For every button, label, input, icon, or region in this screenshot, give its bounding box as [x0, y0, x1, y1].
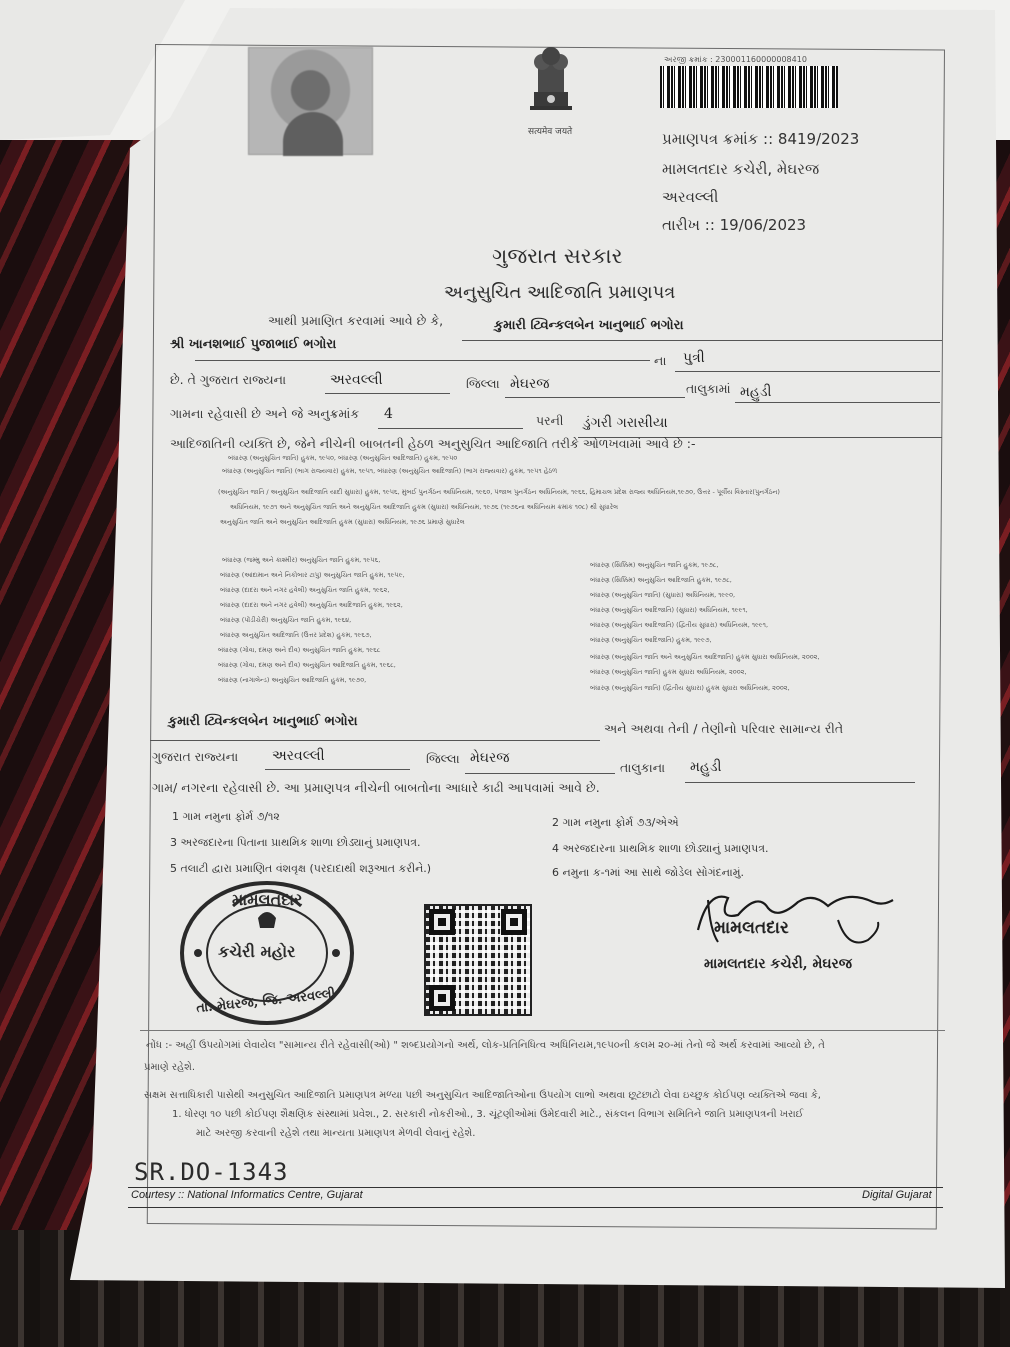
footer-divider	[128, 1207, 943, 1208]
divider	[140, 1030, 945, 1031]
footer-brand: Digital Gujarat	[862, 1189, 932, 1201]
order-right: બંધારણ (સિક્કિમ) અનુસુચિત જાતિ હુકમ, ૧૯૭૮,	[590, 561, 719, 569]
village-fill: મહુડી	[740, 384, 772, 400]
underline	[150, 740, 600, 741]
government-title: ગુજરાત સરકાર	[492, 244, 623, 268]
seal-ring-top: મામલતદાર	[232, 890, 303, 909]
evidence-item: 6 નમુના ક-૧માં આ સાથે જોડેલ સોગંદનામું.	[552, 866, 744, 879]
evidence-item: 2 ગામ નમુના ફોર્મ ૭૩/એએ	[552, 816, 679, 829]
order-line: અનુસુચિત જાતિ અને અનુસુચિત આદિજાતિ હુકમ (સુધારા) અધિનિયમ, ૧૯૭૬ પ્રમાણે સુધારેલ	[220, 518, 465, 526]
district-name: અરવલ્લી	[662, 188, 719, 206]
order-line: બંધારણ (અનુસુચિત જાતિ) હુકમ, ૧૯૫૦, બંધારણ (અનુસુચિત આદિજાતિ) હુકમ, ૧૯૫૦	[228, 454, 458, 462]
note-usage-end: માટે અરજી કરવાની રહેશે તથા માન્યતા પ્રમાણપત્ર મેળવી લેવાનું રહેશે.	[196, 1128, 476, 1139]
seal-ring-bottom: તા. મેઘરજ, જિ. અરવલ્લી	[195, 986, 337, 1017]
evidence-item: 3 અરજદારના પિતાના પ્રાથમિક શાળા છોડ્યાનું પ્રમાણપત્ર.	[170, 836, 421, 849]
certify-text: આથી પ્રમાણિત કરવામાં આવે છે કે,	[268, 313, 444, 328]
taluka-text: તાલુકામાં	[686, 381, 731, 396]
taluka-fill: મેઘરજ	[510, 376, 550, 392]
issuing-office: મામલતદાર કચેરી, મેઘરજ	[662, 160, 820, 178]
order-left: બંધારણ (પોંડીચેરી) અનુસુચિત જાતિ હુકમ, ૧૯૬૪,	[220, 616, 352, 624]
relation: પુત્રી	[683, 350, 705, 366]
evidence-item: 5 તલાટી દ્વારા પ્રમાણિત વંશવૃક્ષ (પરદાદાથી શરૂઆત કરીને.)	[170, 862, 432, 875]
footer-divider	[128, 1187, 943, 1188]
order-line: બંધારણ (અનુસુચિત જાતિ) (ભાગ રાજ્યવાર) હુકમ, ૧૯૫૧, બંધારણ (અનુસુચિત આદિજાતિ) (ભાગ રાજ્યવાર) હુકમ, ૧૯૫૧ હેઠળ	[222, 467, 558, 475]
underline	[378, 428, 523, 429]
father-name: શ્રી ખાનશભાઈ પુજાભાઈ ભગોરા	[170, 337, 337, 352]
order-right: બંધારણ (અનુસુચિત આદિજાતિ) (દ્વિતીય સુધારા) અધિનિયમ, ૧૯૯૧,	[590, 621, 769, 629]
family-text: અને અથવા તેની / તેણીનો પરિવાર સામાન્ય રીતે	[604, 721, 844, 736]
of-text: ના	[654, 353, 667, 368]
note-residence-cont: પ્રમાણે રહેશે.	[144, 1062, 196, 1073]
order-left: બંધારણ (આંદામાન અને નિકોબાર ટાપુ) અનુસુચિત જાતિ હુકમ, ૧૯૫૯,	[220, 571, 405, 579]
seal-center: કચેરી મહોર	[218, 942, 296, 961]
note-usage: સક્ષમ સત્તાધિકારી પાસેથી અનુસુચિત આદિજાતિ પ્રમાણપત્ર મળ્યા પછી અનુસુચિત આદિજાતિઓના ઉપયોગ લાભો અથવા છૂટછાટો લેવા ઇચ્છુક કોઈપણ વ્યક્તિએ જવા કે,	[144, 1090, 821, 1101]
state-text: છે. તે ગુજરાત રાજ્યના	[170, 372, 287, 387]
taluka-text-2: તાલુકાના	[620, 760, 666, 775]
district-text-2: જિલ્લા	[426, 751, 460, 766]
applicant-name: કુમારી ટ્વિન્કલબેન ખાનુભાઈ ભગોરા	[494, 318, 684, 333]
order-right: બંધારણ (સિક્કિમ) અનુસુચિત આદિજાતિ હુકમ, ૧૯૭૮,	[590, 576, 732, 584]
underline	[265, 769, 410, 770]
order-left: બંધારણ (દાદરા અને નગર હવેલી) અનુસુચિત જાતિ હુકમ, ૧૯૬૨,	[220, 586, 390, 594]
district-fill: અરવલ્લી	[330, 372, 383, 388]
underline	[685, 782, 915, 783]
taluka-fill-2: મેઘરજ	[470, 750, 510, 766]
applicant-photo	[248, 47, 373, 155]
underline	[505, 397, 685, 398]
national-emblem-icon	[520, 38, 582, 116]
order-right: બંધારણ (અનુસુચિત જાતિ અને અનુસુચિત આદિજાતિ) હુકમ સુધારા અધિનિયમ, ૨૦૦૨,	[590, 653, 820, 661]
note-residence: નોંધ :- અહીં ઉપયોગમાં લેવાયેલ "સામાન્ય રીતે રહેવાસી(ઓ) " શબ્દપ્રયોગનો અર્થ, લોક-પ્રતિનિધિત્વ અધિનિયમ,૧૯૫૦ની કલમ ૨૦-માં તેનો જે અર્થ કરવામાં આવ્યો છે, તે	[146, 1040, 825, 1051]
evidence-item: 4 અરજદારના પ્રાથમિક શાળા છોડ્યાનું પ્રમાણપત્ર.	[552, 842, 769, 855]
underline	[462, 340, 942, 341]
note-usage-list: 1. ધોરણ ૧૦ પછી કોઈપણ શૈક્ષણિક સંસ્થામાં પ્રવેશ., 2. સરકારી નોકરીઓ., 3. ચૂંટણીઓમાં ઉમેદવારી માટે., સંકલન વિભાગ સમિતિને જાતિ પ્રમાણપત્રની ખરાઈ	[172, 1109, 804, 1120]
tribe-text: આદિજાતિની વ્યક્તિ છે, જેને નીચેની બાબતની હેઠળ અનુસુચિત આદિજાતિ તરીકે ઓળખવામાં આવે છે :-	[170, 436, 696, 451]
underline	[735, 402, 940, 403]
basis-text: ગામ/ નગરના રહેવાસી છે. આ પ્રમાણપત્ર નીચેની બાબતોના આધારે કાઢી આપવામાં આવે છે.	[152, 780, 600, 795]
signatory-designation: મામલતદાર	[714, 918, 789, 938]
certificate-title: અનુસુચિત આદિજાતિ પ્રમાણપત્ર	[444, 282, 676, 303]
order-right: બંધારણ (અનુસુચિત જાતિ) હુકમ સુધારા અધિનિયમ, ૨૦૦૨,	[590, 668, 747, 676]
order-line: (અનુસુચિત જાતિ / અનુસુચિત આદિજાતિ યાદી સુધારા) હુકમ, ૧૯૫૬, મુંબઈ પુનર્ગઠન અધિનિયમ, ૧૯૬૦, પંજાબ પુનર્ગઠન અધિનિયમ, ૧૯૬૬, હિમાચલ પ્રદેશ રાજ્ય અધિનિયમ,૧૯૭૦, ઉત્તર - પૂર્વીય વિસ્તાર(પુનર્ગઠન)	[218, 488, 780, 496]
applicant-name-2: કુમારી ટ્વિન્કલબેન ખાનુભાઈ ભગોરા	[168, 714, 358, 729]
underline	[465, 773, 615, 774]
order-left: બંધારણ (નાગાલેન્ડ) અનુસુચિત આદિજાતિ હુકમ, ૧૯૭૦,	[218, 676, 367, 684]
state-text-2: ગુજરાત રાજ્યના	[152, 749, 239, 764]
underline	[195, 360, 650, 361]
certificate-number: પ્રમાણપત્ર ક્રમાંક :: 8419/2023	[662, 130, 860, 148]
order-line: અધિનિયમ, ૧૯૭૧ અને અનુસુચિત જાતિ અને અનુસુચિત આદિજાતિ હુકમ (સુધારા) અધિનિયમ, ૧૯૭૬ (૧૯૭૬ના અધિનિયમ ક્રમાંક ૧૦૮) થી સુધારેલ	[230, 503, 619, 511]
underline	[675, 371, 940, 372]
order-right: બંધારણ (અનુસુચિત આદિજાતિ) (સુધારા) અધિનિયમ, ૧૯૯૧,	[590, 606, 748, 614]
verification-qr-code	[424, 904, 532, 1016]
footer-courtesy: Courtesy :: National Informatics Centre, Gujarat	[131, 1189, 363, 1201]
order-left: બંધારણ (ગોવા, દમણ અને દીવ) અનુસુચિત આદિજાતિ હુકમ, ૧૯૬૮,	[218, 661, 396, 669]
issue-date: તારીખ :: 19/06/2023	[662, 216, 807, 234]
barcode	[660, 66, 838, 108]
order-right: બંધારણ (અનુસુચિત જાતિ) (સુધારા) અધિનિયમ, ૧૯૯૦,	[590, 591, 736, 599]
order-left: બંધારણ (દાદરા અને નગર હવેલી) અનુસુચિત આદિજાતિ હુકમ, ૧૯૬૨,	[220, 601, 403, 609]
resident-text: ગામના રહેવાસી છે અને જે અનુક્રમાંક	[170, 406, 360, 421]
emblem-motto: सत्यमेव जयते	[528, 127, 573, 137]
tribe-name: ડુંગરી ગરાસીયા	[583, 415, 668, 431]
of-text-2: પરની	[536, 413, 564, 428]
order-left: બંધારણ (ગોવા, દમણ અને દીવ) અનુસુચિત જાતિ હુકમ, ૧૯૬૮	[218, 646, 381, 654]
district-text: જિલ્લા	[466, 376, 500, 391]
order-right: બંધારણ (અનુસુચિત આદિજાતિ) હુકમ, ૧૯૯૭,	[590, 636, 712, 644]
barcode-label: અરજી ક્રમાંક : 230001160000008410	[664, 55, 807, 64]
district-fill-2: અરવલ્લી	[272, 748, 325, 764]
signatory-office: મામલતદાર કચેરી, મેઘરજ	[704, 956, 853, 972]
village-fill-2: મહુડી	[690, 759, 722, 775]
order-left: બંધારણ અનુસુચિત આદિજાતિ (ઉત્તર પ્રદેશ) હુકમ, ૧૯૬૭,	[220, 631, 372, 639]
handwritten-reference: SR.DO-1343	[134, 1158, 289, 1186]
order-left: બંધારણ (જમ્મુ અને કાશ્મીર) અનુસુચિત જાતિ હુકમ, ૧૯૫૬,	[222, 556, 381, 564]
underline	[325, 393, 450, 394]
serial-number: 4	[384, 406, 393, 422]
order-right: બંધારણ (અનુસુચિત જાતિ) (દ્વિતીય સુધારા) હુકમ સુધારા અધિનિયમ, ૨૦૦૨,	[590, 684, 790, 692]
evidence-item: 1 ગામ નમુના ફોર્મ ૭/૧૨	[172, 810, 280, 823]
